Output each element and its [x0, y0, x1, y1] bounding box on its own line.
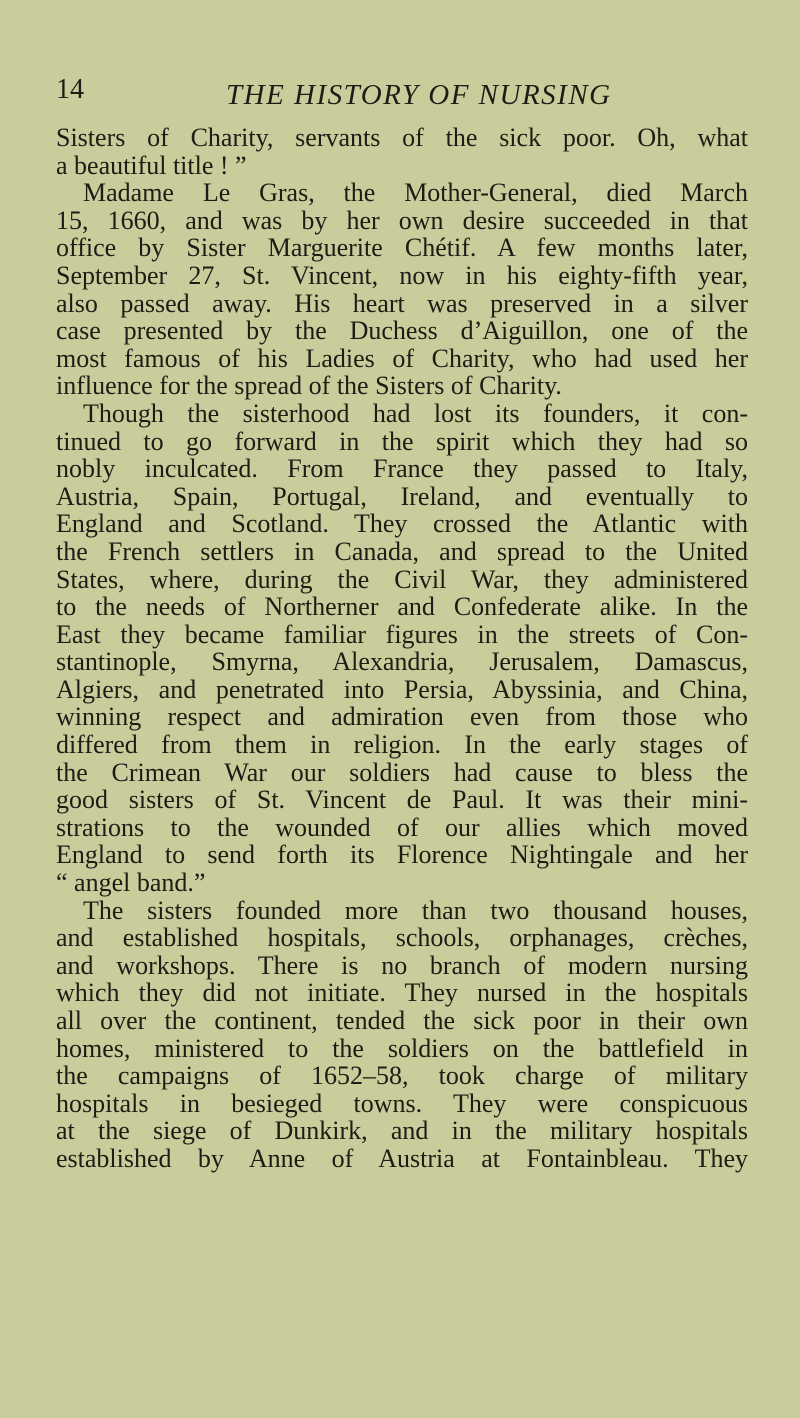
text-line: England to send forth its Florence Nightingale and her — [56, 840, 748, 870]
text-line: September 27, St. Vincent, now in his eighty-fifth year, — [56, 260, 748, 290]
text-line: the Crimean War our soldiers had cause to bless the — [56, 757, 748, 787]
text-line: Algiers, and penetrated into Persia, Abyssinia, and China, — [56, 674, 748, 704]
text-line: at the siege of Dunkirk, and in the military hospitals — [56, 1116, 748, 1146]
text-line: East they became familiar figures in the streets of Con- — [56, 619, 748, 649]
text-line: good sisters of St. Vincent de Paul. It was their mini- — [56, 785, 748, 815]
text-line: also passed away. His heart was preserved in a silver — [56, 288, 748, 318]
text-line: to the needs of Northerner and Confederate alike. In the — [56, 592, 748, 622]
text-line: Sisters of Charity, servants of the sick poor. Oh, what — [56, 123, 748, 152]
text-line: which they did not initiate. They nursed in the hospitals — [56, 978, 748, 1008]
text-line: and workshops. There is no branch of modern nursing — [56, 950, 748, 980]
running-title: THE HISTORY OF NURSING — [226, 79, 612, 111]
text-line: nobly inculcated. From France they passed to Italy, — [56, 454, 748, 484]
text-line: England and Scotland. They crossed the Atlantic with — [56, 509, 748, 539]
text-line: all over the continent, tended the sick poor in their own — [56, 1006, 748, 1035]
text-line: hospitals in besieged towns. They were conspicuous — [56, 1088, 748, 1118]
text-line: differed from them in religion. In the early stages of — [56, 730, 748, 760]
text-line: strations to the wounded of our allies which moved — [56, 812, 748, 842]
text-line: influence for the spread of the Sisters of Charity. — [56, 371, 562, 401]
text-line: Madame Le Gras, the Mother-General, died March — [83, 178, 748, 208]
text-line: the French settlers in Canada, and spread to the United — [56, 536, 748, 566]
page-header — [56, 76, 748, 116]
page-number: 14 — [56, 74, 84, 105]
text-line: most famous of his Ladies of Charity, who had used her — [56, 343, 748, 373]
text-line: winning respect and admiration even from those who — [56, 702, 748, 732]
text-line: “ angel band.” — [56, 868, 206, 898]
text-line: The sisters founded more than two thousand houses, — [83, 895, 748, 925]
text-line: Austria, Spain, Portugal, Ireland, and eventually to — [56, 481, 748, 511]
text-line: 15, 1660, and was by her own desire succeeded in that — [56, 205, 748, 235]
text-line: Though the sisterhood had lost its founders, it con- — [83, 398, 748, 428]
text-line: a beautiful title ! ” — [56, 150, 247, 180]
text-line: stantinople, Smyrna, Alexandria, Jerusalem, Damascus, — [56, 647, 748, 677]
text-line: established by Anne of Austria at Fontainbleau. They — [56, 1143, 748, 1173]
text-line: tinued to go forward in the spirit which they had so — [56, 426, 748, 456]
text-line: office by Sister Marguerite Chétif. A few months later, — [56, 233, 748, 263]
text-line: case presented by the Duchess d’Aiguillon, one of the — [56, 316, 748, 346]
text-line: States, where, during the Civil War, they administered — [56, 564, 748, 594]
text-line: the campaigns of 1652–58, took charge of military — [56, 1061, 748, 1091]
text-line: homes, ministered to the soldiers on the battlefield in — [56, 1033, 748, 1063]
text-line: and established hospitals, schools, orphanages, crèches, — [56, 923, 748, 953]
body-text — [56, 124, 748, 1173]
